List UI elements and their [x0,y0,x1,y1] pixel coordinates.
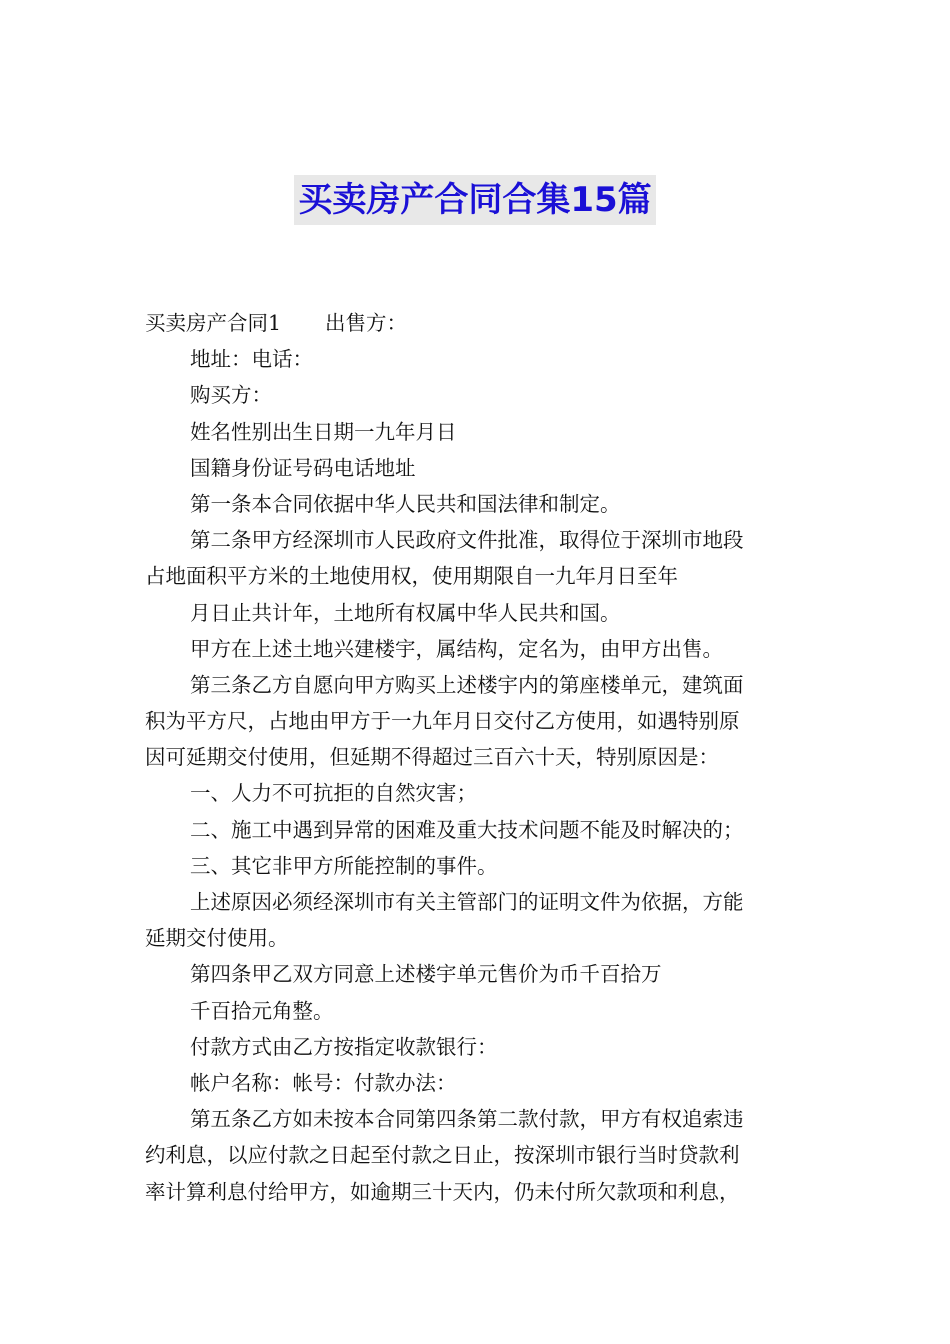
paragraph-line: 一、人力不可抗拒的自然灾害； [190,781,477,806]
paragraph-line: 姓名性别出生日期一九年月日 [190,419,457,444]
title-container [0,175,950,225]
paragraph-line: 国籍身份证号码电话地址 [190,455,416,480]
paragraph-line: 三、其它非甲方所能控制的事件。 [190,853,498,878]
paragraph-line: 千百拾元角整。 [190,998,334,1023]
paragraph-line: 上述原因必须经深圳市有关主管部门的证明文件为依据，方能 [190,890,744,914]
paragraph-line: 约利息，以应付款之日起至付款之日止，按深圳市银行当时贷款利 [145,1143,740,1168]
paragraph-line: 第三条乙方自愿向甲方购买上述楼宇内的第座楼单元，建筑面 [190,672,744,697]
paragraph-line: 占地面积平方米的土地使用权，使用期限自一九年月日至年 [145,564,678,589]
paragraph-line: 甲方在上述土地兴建楼宇，属结构，定名为，由甲方出售。 [190,636,723,661]
paragraph-line [145,305,810,341]
paragraph-line: 二、施工中遇到异常的困难及重大技术问题不能及时解决的； [190,817,744,842]
seller-label: 出售方： [325,311,408,335]
paragraph-line: 率计算利息付给甲方，如逾期三十天内，仍未付所欠款项和利息， [145,1179,740,1204]
paragraph-line: 购买方： [190,383,272,408]
paragraph-line: 地址：电话： [190,347,313,372]
paragraph-line: 第四条甲乙双方同意上述楼宇单元售价为币千百拾万 [190,962,662,987]
paragraph-line: 月日止共计年，土地所有权属中华人民共和国。 [190,600,621,625]
paragraph-line: 延期交付使用。 [145,926,289,951]
paragraph-line: 因可延期交付使用，但延期不得超过三百六十天，特别原因是： [145,745,719,770]
paragraph-line: 第五条乙方如未按本合同第四条第二款付款，甲方有权追索违 [190,1107,744,1132]
paragraph-line: 第一条本合同依据中华人民共和国法律和制定。 [190,491,621,516]
paragraph-line: 第二条甲方经深圳市人民政府文件批准，取得位于深圳市地段 [190,528,744,553]
paragraph-line: 帐户名称：帐号：付款办法： [190,1070,457,1095]
paragraph-line: 付款方式由乙方按指定收款银行： [190,1034,498,1059]
contract-body [145,305,810,1210]
section-heading: 买卖房产合同1 [145,311,282,335]
paragraph-line: 积为平方尺，占地由甲方于一九年月日交付乙方使用，如遇特别原 [145,709,740,734]
document-title: 买卖房产合同合集15篇 [294,175,655,225]
